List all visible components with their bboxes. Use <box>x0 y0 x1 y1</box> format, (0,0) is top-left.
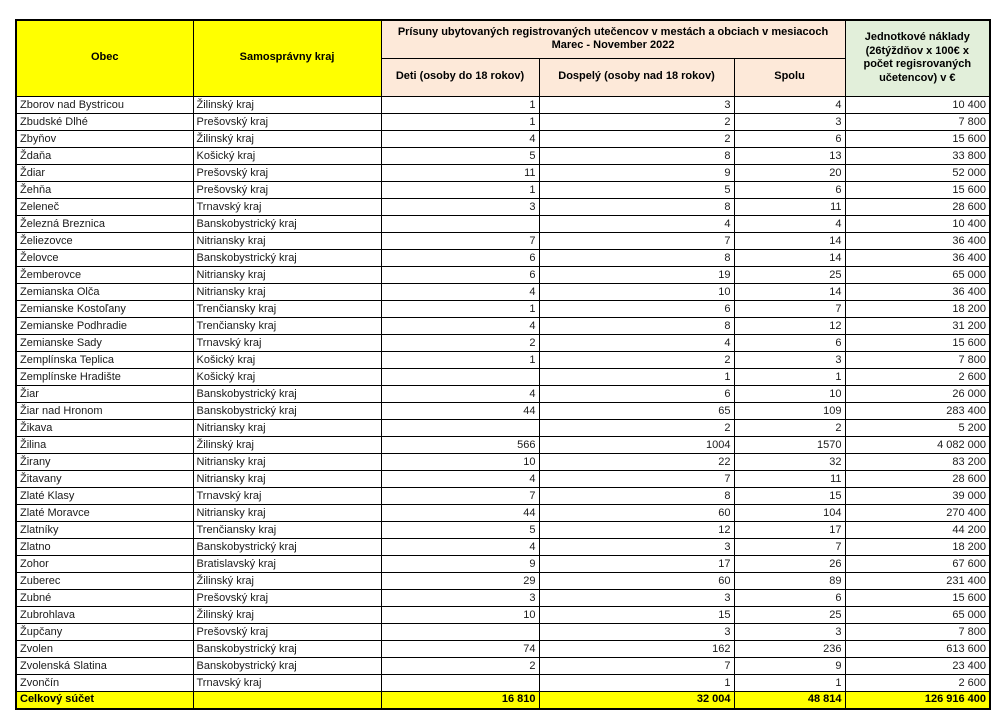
table-row <box>16 657 990 674</box>
column-header-spolu: Spolu <box>734 58 845 96</box>
cell-deti: 1 <box>381 113 539 130</box>
cell-kraj: Žilinský kraj <box>193 96 381 113</box>
cell-naklady: 231 400 <box>845 572 990 589</box>
table-row <box>16 351 990 368</box>
cell-deti: 1 <box>381 96 539 113</box>
cell-spolu: 14 <box>734 232 845 249</box>
cell-dospely: 6 <box>539 385 734 402</box>
table-row <box>16 538 990 555</box>
cell-spolu: 32 <box>734 453 845 470</box>
cell-deti: 4 <box>381 470 539 487</box>
table-row <box>16 283 990 300</box>
cell-spolu: 11 <box>734 470 845 487</box>
cell-deti: 10 <box>381 453 539 470</box>
cell-obec: Zohor <box>16 555 193 572</box>
table-row <box>16 215 990 232</box>
cell-obec: Zubné <box>16 589 193 606</box>
cell-kraj: Bratislavský kraj <box>193 555 381 572</box>
table-row <box>16 521 990 538</box>
table-row <box>16 317 990 334</box>
cell-spolu: 11 <box>734 198 845 215</box>
cell-dospely: 1 <box>539 674 734 691</box>
cell-naklady: 44 200 <box>845 521 990 538</box>
cell-deti: 11 <box>381 164 539 181</box>
cell-dospely: 8 <box>539 249 734 266</box>
cell-deti <box>381 623 539 640</box>
cell-obec: Zbudské Dlhé <box>16 113 193 130</box>
table-row <box>16 606 990 623</box>
cell-obec: Zlatno <box>16 538 193 555</box>
cell-obec: Zemianske Podhradie <box>16 317 193 334</box>
cell-dospely: 8 <box>539 147 734 164</box>
cell-naklady: 36 400 <box>845 249 990 266</box>
cell-obec: Žehňa <box>16 181 193 198</box>
cell-obec: Zuberec <box>16 572 193 589</box>
cell-spolu: 15 <box>734 487 845 504</box>
cell-naklady: 7 800 <box>845 113 990 130</box>
cell-dospely: 3 <box>539 623 734 640</box>
cell-deti: 3 <box>381 589 539 606</box>
cell-kraj: Banskobystrický kraj <box>193 249 381 266</box>
total-naklady: 126 916 400 <box>845 691 990 709</box>
cell-deti: 1 <box>381 300 539 317</box>
cell-obec: Ždiar <box>16 164 193 181</box>
column-header-naklady: Jednotkové náklady (26týždňov x 100€ x počet regisrovaných učetencov) v € <box>845 20 990 96</box>
cell-obec: Zborov nad Bystricou <box>16 96 193 113</box>
cell-deti: 7 <box>381 487 539 504</box>
cell-dospely: 7 <box>539 657 734 674</box>
cell-deti: 44 <box>381 402 539 419</box>
cell-kraj: Trnavský kraj <box>193 674 381 691</box>
cell-kraj: Trnavský kraj <box>193 487 381 504</box>
cell-obec: Žikava <box>16 419 193 436</box>
table-row <box>16 96 990 113</box>
cell-kraj: Trnavský kraj <box>193 334 381 351</box>
cell-spolu: 1 <box>734 368 845 385</box>
cell-naklady: 18 200 <box>845 300 990 317</box>
cell-naklady: 31 200 <box>845 317 990 334</box>
cell-obec: Zbyňov <box>16 130 193 147</box>
table-row <box>16 368 990 385</box>
cell-spolu: 3 <box>734 351 845 368</box>
total-deti: 16 810 <box>381 691 539 709</box>
table-row <box>16 589 990 606</box>
cell-naklady: 5 200 <box>845 419 990 436</box>
cell-obec: Zlaté Moravce <box>16 504 193 521</box>
cell-spolu: 4 <box>734 215 845 232</box>
cell-dospely: 7 <box>539 232 734 249</box>
cell-spolu: 26 <box>734 555 845 572</box>
cell-dospely: 60 <box>539 572 734 589</box>
cell-dospely: 3 <box>539 589 734 606</box>
cell-naklady: 65 000 <box>845 266 990 283</box>
table-row <box>16 436 990 453</box>
cell-kraj: Žilinský kraj <box>193 436 381 453</box>
cell-kraj: Banskobystrický kraj <box>193 385 381 402</box>
cell-obec: Župčany <box>16 623 193 640</box>
cell-deti: 4 <box>381 317 539 334</box>
cell-deti: 3 <box>381 198 539 215</box>
cell-naklady: 52 000 <box>845 164 990 181</box>
cell-deti: 5 <box>381 521 539 538</box>
cell-obec: Zubrohlava <box>16 606 193 623</box>
cell-obec: Zemplínske Hradište <box>16 368 193 385</box>
cell-spolu: 17 <box>734 521 845 538</box>
table-row <box>16 147 990 164</box>
cell-spolu: 89 <box>734 572 845 589</box>
cell-dospely: 2 <box>539 351 734 368</box>
cell-naklady: 39 000 <box>845 487 990 504</box>
cell-spolu: 6 <box>734 181 845 198</box>
cell-naklady: 10 400 <box>845 96 990 113</box>
table-row <box>16 164 990 181</box>
cell-obec: Železná Breznica <box>16 215 193 232</box>
cell-spolu: 109 <box>734 402 845 419</box>
cell-kraj: Trenčiansky kraj <box>193 300 381 317</box>
cell-obec: Zvolenská Slatina <box>16 657 193 674</box>
cell-dospely: 22 <box>539 453 734 470</box>
cell-spolu: 25 <box>734 266 845 283</box>
cell-kraj: Žilinský kraj <box>193 606 381 623</box>
cell-dospely: 5 <box>539 181 734 198</box>
cell-deti: 29 <box>381 572 539 589</box>
cell-naklady: 26 000 <box>845 385 990 402</box>
cell-spolu: 1 <box>734 674 845 691</box>
cell-spolu: 3 <box>734 113 845 130</box>
cell-spolu: 13 <box>734 147 845 164</box>
cell-obec: Zemianske Sady <box>16 334 193 351</box>
cell-obec: Žemberovce <box>16 266 193 283</box>
column-group-header-prisuny: Prísuny ubytovaných registrovaných utečencov v mestách a obciach v mesiacoch Marec - November 2022 <box>381 20 845 58</box>
cell-kraj: Trnavský kraj <box>193 198 381 215</box>
cell-obec: Ždaňa <box>16 147 193 164</box>
cell-naklady: 83 200 <box>845 453 990 470</box>
cell-deti: 6 <box>381 249 539 266</box>
cell-naklady: 10 400 <box>845 215 990 232</box>
cell-naklady: 18 200 <box>845 538 990 555</box>
table-row <box>16 487 990 504</box>
cell-naklady: 7 800 <box>845 351 990 368</box>
cell-obec: Zlatníky <box>16 521 193 538</box>
cell-deti: 566 <box>381 436 539 453</box>
column-header-kraj: Samosprávny kraj <box>193 20 381 96</box>
cell-naklady: 15 600 <box>845 181 990 198</box>
cell-naklady: 283 400 <box>845 402 990 419</box>
cell-naklady: 28 600 <box>845 198 990 215</box>
cell-obec: Želovce <box>16 249 193 266</box>
cell-obec: Zemianske Kostoľany <box>16 300 193 317</box>
cell-dospely: 6 <box>539 300 734 317</box>
cell-kraj: Prešovský kraj <box>193 113 381 130</box>
cell-dospely: 1 <box>539 368 734 385</box>
cell-spolu: 7 <box>734 300 845 317</box>
cell-dospely: 4 <box>539 334 734 351</box>
cell-deti: 6 <box>381 266 539 283</box>
cell-spolu: 20 <box>734 164 845 181</box>
cell-deti: 10 <box>381 606 539 623</box>
table-row <box>16 266 990 283</box>
table-row <box>16 300 990 317</box>
cell-dospely: 19 <box>539 266 734 283</box>
table-row <box>16 504 990 521</box>
table-row <box>16 470 990 487</box>
cell-spolu: 14 <box>734 283 845 300</box>
table-row <box>16 249 990 266</box>
table-row <box>16 674 990 691</box>
cell-spolu: 10 <box>734 385 845 402</box>
cell-spolu: 2 <box>734 419 845 436</box>
cell-naklady: 67 600 <box>845 555 990 572</box>
column-header-obec: Obec <box>16 20 193 96</box>
column-header-dospely: Dospelý (osoby nad 18 rokov) <box>539 58 734 96</box>
cell-dospely: 60 <box>539 504 734 521</box>
cell-dospely: 3 <box>539 96 734 113</box>
cell-dospely: 2 <box>539 113 734 130</box>
cell-dospely: 8 <box>539 317 734 334</box>
cell-kraj: Prešovský kraj <box>193 181 381 198</box>
cell-spolu: 12 <box>734 317 845 334</box>
cell-obec: Zeleneč <box>16 198 193 215</box>
cell-kraj: Košický kraj <box>193 351 381 368</box>
cell-dospely: 3 <box>539 538 734 555</box>
cell-naklady: 15 600 <box>845 589 990 606</box>
cell-naklady: 7 800 <box>845 623 990 640</box>
cell-kraj: Košický kraj <box>193 368 381 385</box>
cell-naklady: 613 600 <box>845 640 990 657</box>
cell-obec: Žirany <box>16 453 193 470</box>
cell-deti: 9 <box>381 555 539 572</box>
cell-naklady: 2 600 <box>845 674 990 691</box>
cell-kraj: Banskobystrický kraj <box>193 538 381 555</box>
column-header-deti: Deti (osoby do 18 rokov) <box>381 58 539 96</box>
cell-naklady: 270 400 <box>845 504 990 521</box>
cell-dospely: 8 <box>539 198 734 215</box>
cell-deti <box>381 215 539 232</box>
table-row <box>16 453 990 470</box>
cell-kraj: Trenčiansky kraj <box>193 521 381 538</box>
cell-dospely: 8 <box>539 487 734 504</box>
cell-dospely: 4 <box>539 215 734 232</box>
cell-dospely: 2 <box>539 130 734 147</box>
cell-dospely: 12 <box>539 521 734 538</box>
table-body <box>16 96 990 691</box>
cell-naklady: 2 600 <box>845 368 990 385</box>
cell-spolu: 6 <box>734 130 845 147</box>
cell-naklady: 15 600 <box>845 130 990 147</box>
table-row <box>16 181 990 198</box>
cell-naklady: 33 800 <box>845 147 990 164</box>
cell-naklady: 23 400 <box>845 657 990 674</box>
cell-kraj: Košický kraj <box>193 147 381 164</box>
cell-kraj: Nitriansky kraj <box>193 470 381 487</box>
cell-deti <box>381 674 539 691</box>
cell-kraj: Nitriansky kraj <box>193 504 381 521</box>
cell-kraj: Banskobystrický kraj <box>193 657 381 674</box>
cell-kraj: Žilinský kraj <box>193 572 381 589</box>
cell-deti: 7 <box>381 232 539 249</box>
cell-spolu: 25 <box>734 606 845 623</box>
cell-kraj: Prešovský kraj <box>193 589 381 606</box>
cell-kraj: Prešovský kraj <box>193 623 381 640</box>
cell-obec: Žiar <box>16 385 193 402</box>
table-row <box>16 402 990 419</box>
cell-obec: Žilina <box>16 436 193 453</box>
table-row <box>16 623 990 640</box>
cell-obec: Zvončín <box>16 674 193 691</box>
total-row <box>16 691 990 709</box>
cell-kraj: Nitriansky kraj <box>193 419 381 436</box>
cell-kraj: Banskobystrický kraj <box>193 640 381 657</box>
cell-obec: Žitavany <box>16 470 193 487</box>
cell-deti: 74 <box>381 640 539 657</box>
cell-deti <box>381 368 539 385</box>
cell-deti: 44 <box>381 504 539 521</box>
cell-naklady: 65 000 <box>845 606 990 623</box>
cell-dospely: 2 <box>539 419 734 436</box>
cell-naklady: 15 600 <box>845 334 990 351</box>
cell-obec: Zemplínska Teplica <box>16 351 193 368</box>
table-row <box>16 640 990 657</box>
table-row <box>16 232 990 249</box>
cell-deti: 5 <box>381 147 539 164</box>
cell-obec: Zvolen <box>16 640 193 657</box>
cell-dospely: 7 <box>539 470 734 487</box>
table-row <box>16 198 990 215</box>
cell-spolu: 9 <box>734 657 845 674</box>
cell-obec: Zlaté Klasy <box>16 487 193 504</box>
cell-obec: Želiezovce <box>16 232 193 249</box>
cell-dospely: 9 <box>539 164 734 181</box>
table-row <box>16 555 990 572</box>
cell-deti: 4 <box>381 283 539 300</box>
cell-kraj: Prešovský kraj <box>193 164 381 181</box>
cell-spolu: 6 <box>734 589 845 606</box>
cell-obec: Žiar nad Hronom <box>16 402 193 419</box>
table-row <box>16 334 990 351</box>
cell-spolu: 104 <box>734 504 845 521</box>
cell-naklady: 4 082 000 <box>845 436 990 453</box>
total-label: Celkový súčet <box>16 691 193 709</box>
total-spolu: 48 814 <box>734 691 845 709</box>
cell-spolu: 4 <box>734 96 845 113</box>
cell-deti: 4 <box>381 130 539 147</box>
cell-dospely: 17 <box>539 555 734 572</box>
cell-dospely: 1004 <box>539 436 734 453</box>
cell-deti: 4 <box>381 385 539 402</box>
cell-kraj: Žilinský kraj <box>193 130 381 147</box>
cell-spolu: 236 <box>734 640 845 657</box>
cell-deti: 1 <box>381 181 539 198</box>
total-kraj-empty <box>193 691 381 709</box>
cell-spolu: 6 <box>734 334 845 351</box>
cell-spolu: 7 <box>734 538 845 555</box>
table-row <box>16 385 990 402</box>
refugee-accommodation-cost-table <box>15 19 991 710</box>
cell-kraj: Banskobystrický kraj <box>193 215 381 232</box>
cell-kraj: Nitriansky kraj <box>193 266 381 283</box>
cell-naklady: 36 400 <box>845 283 990 300</box>
cell-kraj: Nitriansky kraj <box>193 453 381 470</box>
cell-obec: Zemianska Olča <box>16 283 193 300</box>
cell-kraj: Trenčiansky kraj <box>193 317 381 334</box>
table-row <box>16 419 990 436</box>
cell-kraj: Banskobystrický kraj <box>193 402 381 419</box>
table-row <box>16 113 990 130</box>
cell-deti: 4 <box>381 538 539 555</box>
cell-dospely: 10 <box>539 283 734 300</box>
cell-spolu: 3 <box>734 623 845 640</box>
cell-naklady: 36 400 <box>845 232 990 249</box>
cell-dospely: 15 <box>539 606 734 623</box>
cell-naklady: 28 600 <box>845 470 990 487</box>
total-dospely: 32 004 <box>539 691 734 709</box>
cell-kraj: Nitriansky kraj <box>193 283 381 300</box>
cell-spolu: 1570 <box>734 436 845 453</box>
cell-kraj: Nitriansky kraj <box>193 232 381 249</box>
table-row <box>16 572 990 589</box>
cell-dospely: 65 <box>539 402 734 419</box>
cell-dospely: 162 <box>539 640 734 657</box>
cell-deti: 2 <box>381 334 539 351</box>
cell-deti: 2 <box>381 657 539 674</box>
table-row <box>16 130 990 147</box>
cell-spolu: 14 <box>734 249 845 266</box>
cell-deti <box>381 419 539 436</box>
cell-deti: 1 <box>381 351 539 368</box>
